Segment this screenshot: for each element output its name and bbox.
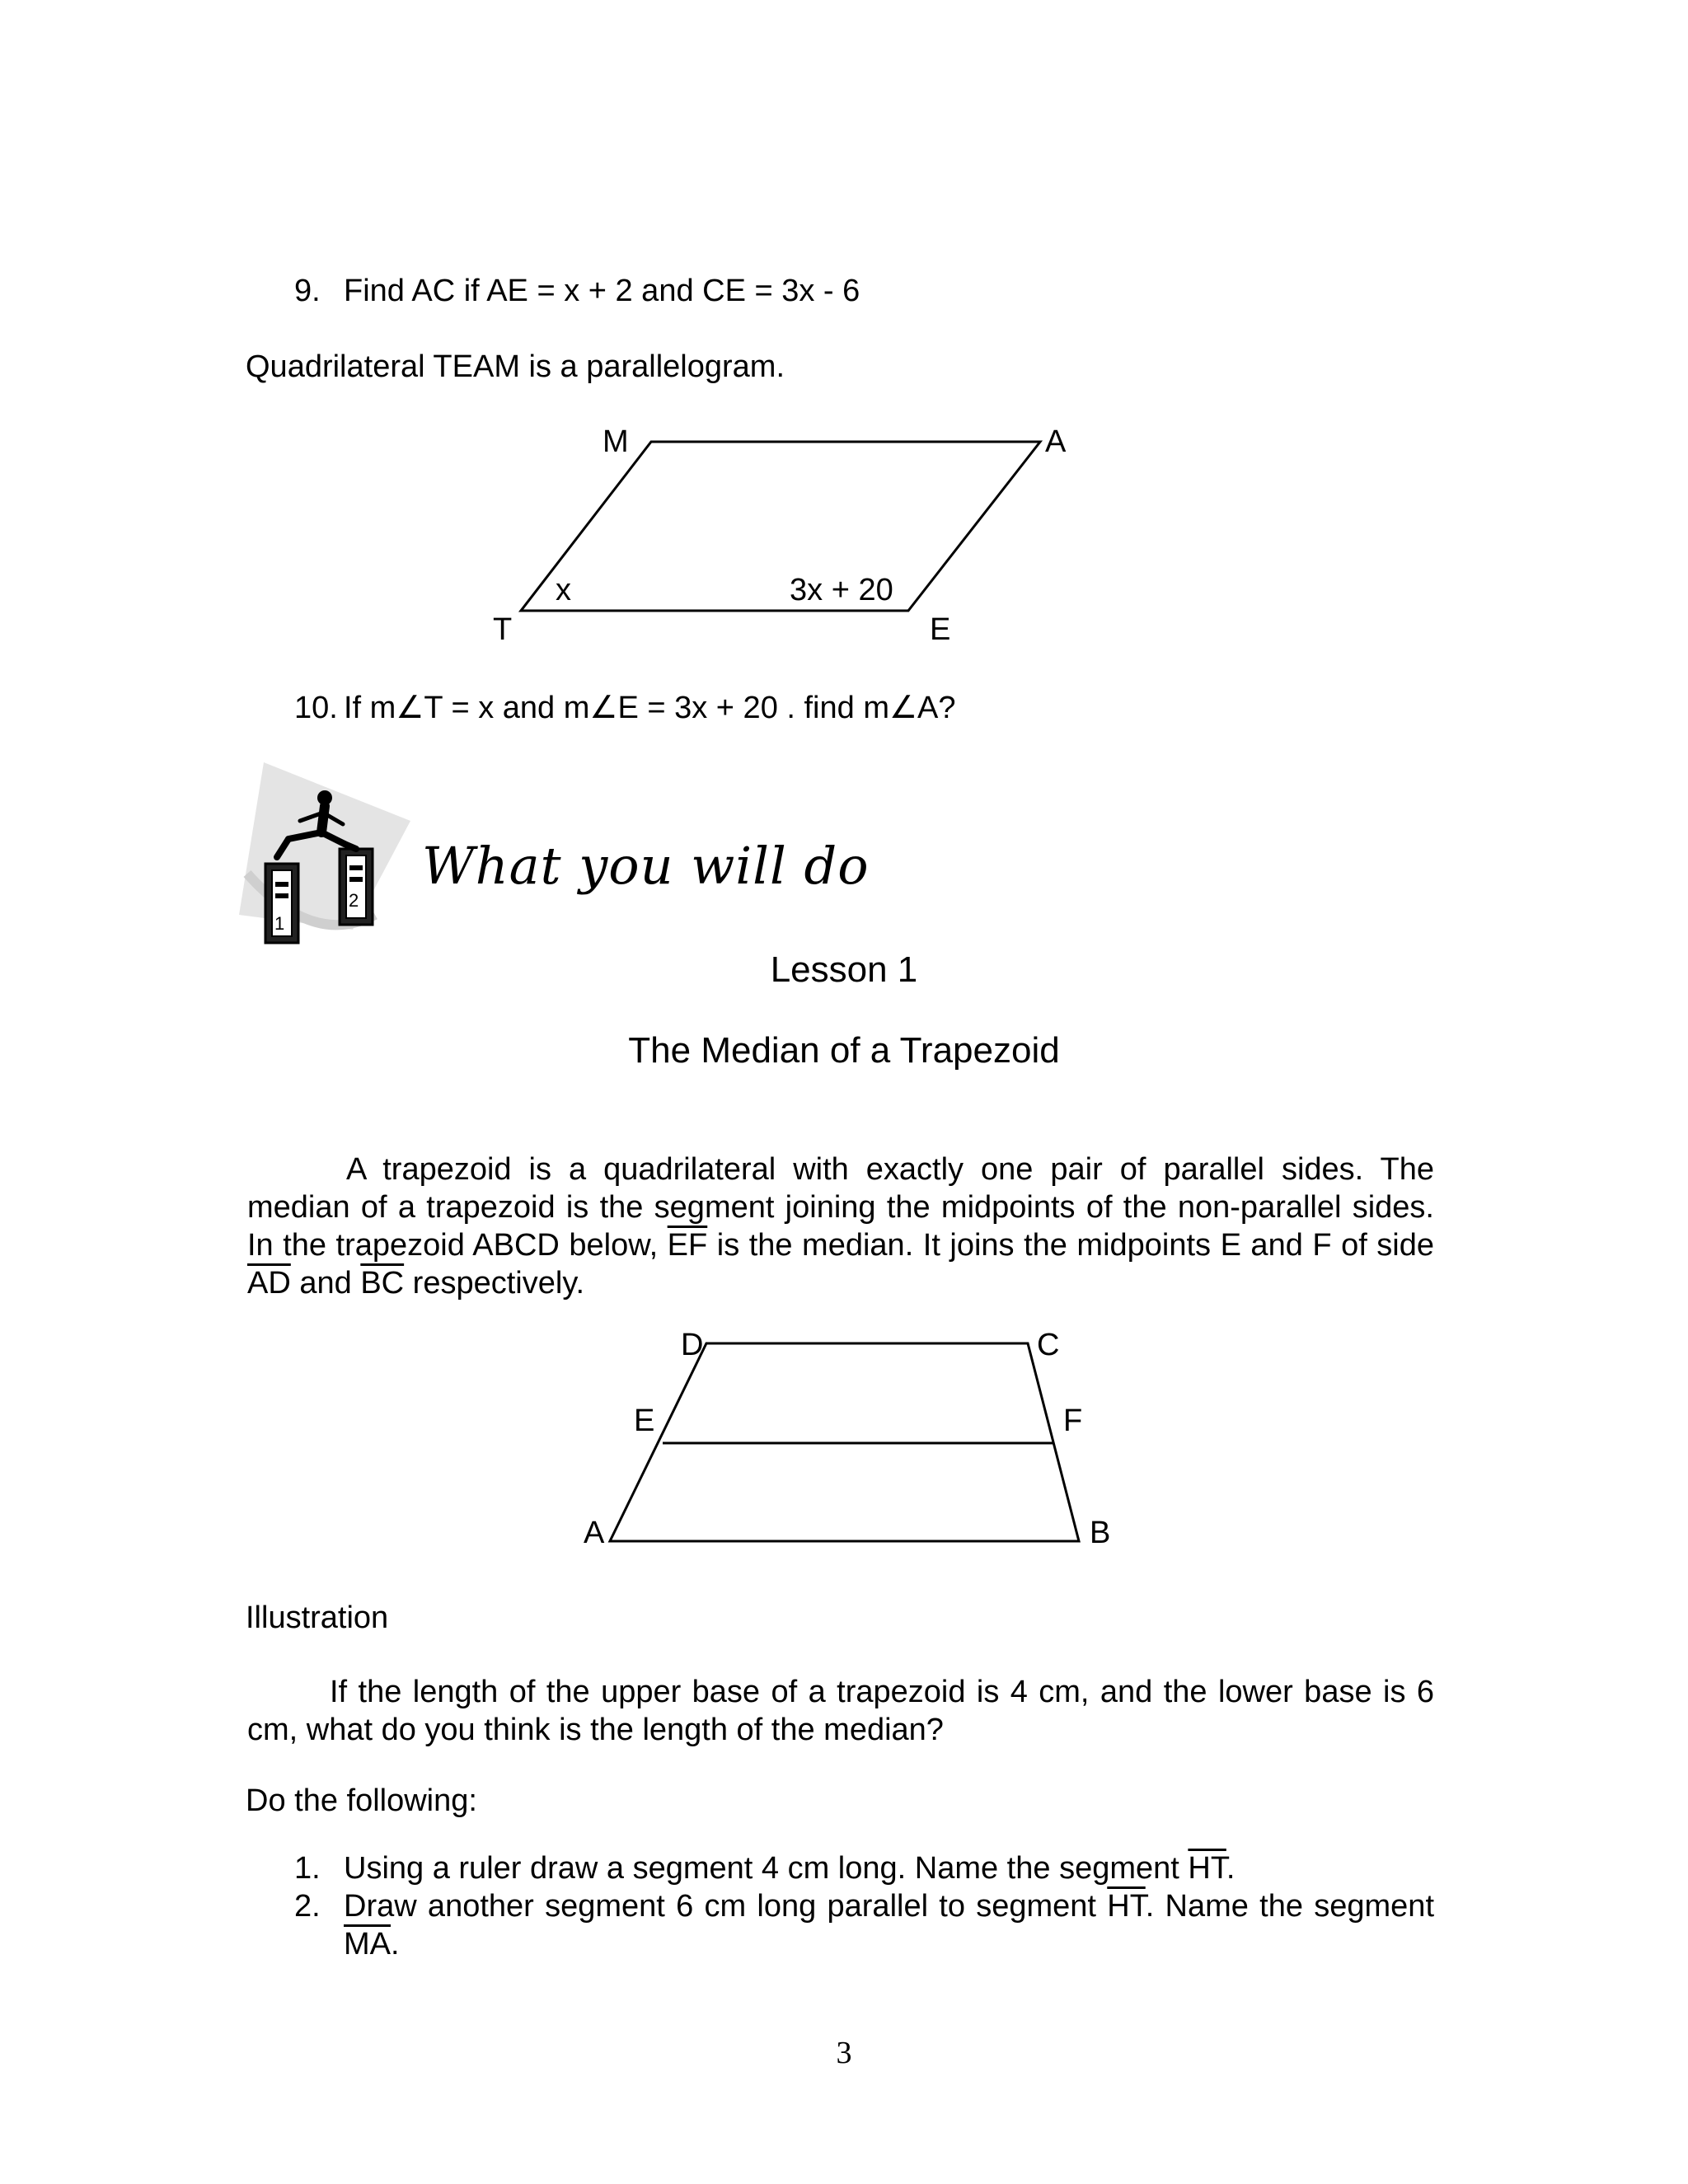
trapezoid-diagram [584,1328,1110,1550]
label-E: E [930,612,951,647]
step-2: 2. Draw another segment 6 cm long parallel to segment $\overline{HT}$. Name the segment $\overline{MA}$. [294,1889,1435,1961]
segment-AD: $\overline{AD}$ [247,1266,291,1301]
book-2-icon [340,849,373,925]
team-intro: Quadrilateral TEAM is a parallelogram. [246,349,785,384]
question-paragraph: If the length of the upper base of a trapezoid is 4 cm, and the lower base is 6 cm, what do you think is the length of the median? [247,1675,1434,1747]
book-1-icon [265,864,298,943]
do-following-label: Do the following: [246,1783,477,1818]
question-number: 10. [294,691,338,725]
segment-HT: $\overline{HT}$ [1107,1889,1146,1924]
label-F: F [1063,1404,1083,1438]
segment-BC: $\overline{BC}$ [360,1266,405,1301]
question-text: Find AC if AE = x + 2 and CE = 3x - 6 [344,274,860,308]
label-E-trap: E [634,1404,655,1438]
label-D: D [681,1328,704,1362]
jumping-man-books-icon [239,762,410,943]
label-A-trap: A [584,1516,605,1550]
lesson-title: The Median of a Trapezoid [628,1030,1060,1071]
question-10 [294,692,956,724]
angle-E-label: 3x + 20 [790,573,893,607]
lesson-number: Lesson 1 [770,949,918,990]
book-number-1: 1 [274,913,285,934]
label-B: B [1090,1516,1111,1550]
label-A: A [1045,424,1067,459]
angle-T-label: x [556,573,571,607]
label-T: T [493,612,513,647]
illustration-label: Illustration [246,1601,389,1635]
step-1: 1. Using a ruler draw a segment 4 cm long. Name the segment $\overline{HT}$. [294,1851,1236,1886]
page-number: 3 [836,2036,852,2070]
label-C: C [1037,1328,1060,1362]
segment-HT: $\overline{HT}$ [1188,1851,1226,1886]
section-title: What you will do [422,836,870,896]
intro-paragraph: A trapezoid is a quadrilateral with exactly one pair of parallel sides. The median of a trapezoid is the segment joining the midpoints of the non-parallel sides. In the trapezoid ABCD below, $\overline{EF}$ is the median. It joins the midpoints E and F of side $\overline{AD}$ and $\overline{BC}$ respectively. [247,1152,1435,1301]
question-number: 9. [294,274,321,308]
label-M: M [603,424,629,459]
parallelogram-shape [521,442,1040,611]
segment-EF: $\overline{EF}$ [667,1228,708,1263]
book-number-2: 2 [349,890,359,911]
segment-MA: $\overline{MA}$ [344,1927,391,1961]
question-text: If m∠T = x and m∠E = 3x + 20 . find m∠A? [344,691,956,725]
steps-list [294,1849,1434,1963]
